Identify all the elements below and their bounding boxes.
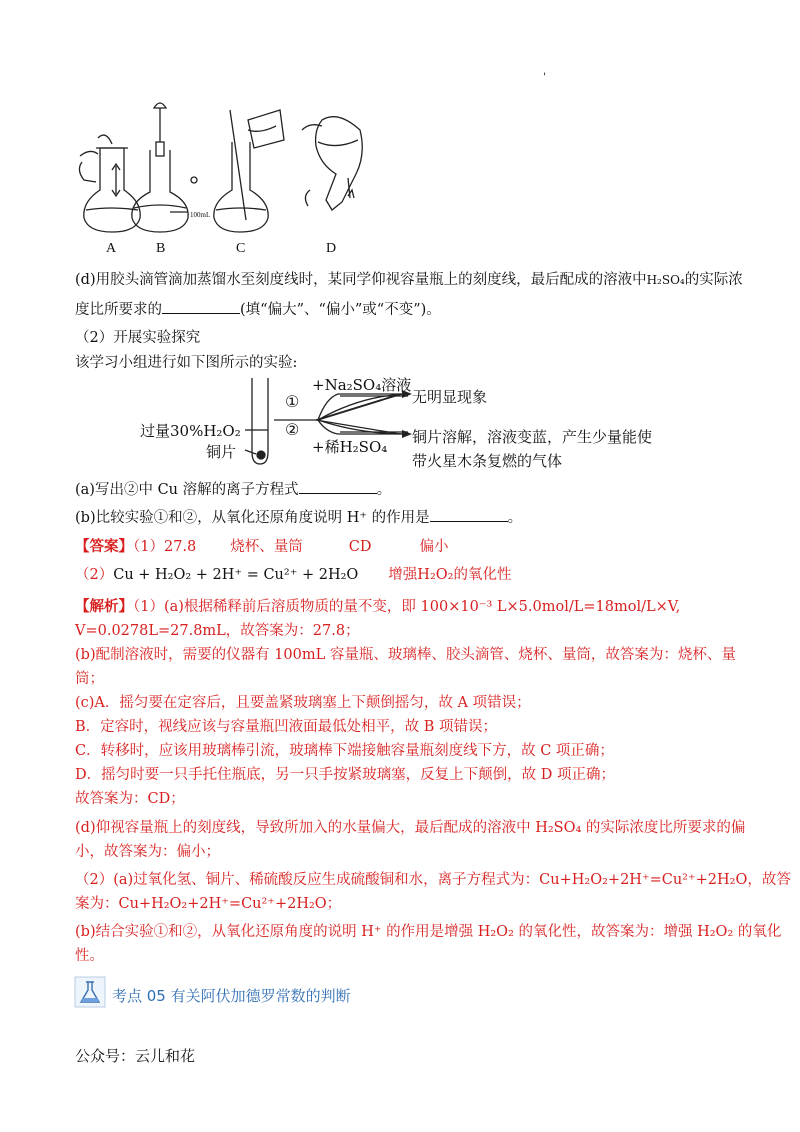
answer-blank-a[interactable]	[299, 481, 377, 494]
analysis-line-2: (b)配制溶液时，需要的仪器有 100mL 容量瓶、玻璃棒、胶头滴管、烧杯、量筒，故答案为：烧杯、量	[75, 647, 736, 663]
top-mark: '	[543, 72, 546, 83]
reagent-1: +Na₂SO₄溶液	[312, 376, 412, 394]
analysis-line-9: (d)仰视容量瓶上的刻度线，导致所加入的水量偏大，最后配成的溶液中 H₂SO₄ 的实际浓度比所要求的偏	[75, 820, 746, 836]
question-d-line2	[75, 300, 441, 320]
volume-mark: 100mL	[190, 211, 211, 219]
answer-2-prefix: （2）	[75, 567, 114, 583]
figure-label-b: B	[156, 241, 166, 255]
question-d-text: (d)用胶头滴管滴加蒸馏水至刻度线时，某同学仰视容量瓶上的刻度线，最后配成的溶液中	[75, 272, 647, 288]
analysis-line-0	[75, 597, 680, 617]
footer-account: 公众号：云儿和花	[75, 1047, 196, 1065]
answer-tag: 【答案】	[75, 538, 133, 555]
analysis-line-11: （2）(a)过氧化氢、铜片、稀硫酸反应生成硫酸铜和水，离子方程式为：Cu+H₂O₂+2H⁺=Cu²⁺+2H₂O，故答	[75, 872, 791, 888]
reagent-2: +稀H₂SO₄	[312, 438, 388, 456]
question-d-options: (填“偏大”、“偏小”或“不变”)。	[240, 302, 441, 318]
question-d-line2-start: 度比所要求的	[75, 302, 162, 318]
flask-icon	[74, 976, 106, 1008]
analysis-line-5: B．定容时，视线应该与容量瓶凹液面最低处相平，故 B 项错误；	[75, 719, 498, 735]
figure-label-d: D	[326, 241, 337, 255]
result-2-line1: 铜片溶解，溶液变蓝，产生少量能使	[412, 428, 653, 446]
analysis-line-3: 筒；	[75, 671, 104, 687]
analysis-line-7: D．摇匀时要一只手托住瓶底，另一只手按紧玻璃塞，反复上下颠倒，故 D 项正确；	[75, 767, 615, 783]
answer-1d: 偏小	[419, 539, 449, 555]
question-b	[75, 508, 522, 528]
answer-1b: 烧杯、量筒	[230, 539, 303, 555]
answer-1a: （1）27.8	[133, 539, 197, 555]
question-a	[75, 480, 391, 500]
section-heading: 考点 05 有关阿伏加德罗常数的判断	[112, 987, 351, 1005]
question-a-end: 。	[376, 482, 392, 498]
h2so4-formula: H₂SO₄	[646, 273, 685, 287]
answer-line1	[75, 537, 449, 557]
copper-label: 铜片	[206, 443, 237, 461]
answer-blank-d[interactable]	[162, 301, 240, 314]
analysis-line-10: 小，故答案为：偏小；	[75, 844, 220, 860]
question-b-end: 。	[507, 510, 523, 526]
analysis-line-6: C．转移时，应该用玻璃棒引流，玻璃棒下端接触容量瓶刻度线下方，故 C 项正确；	[75, 743, 614, 759]
analysis-line-12: 案为：Cu+H₂O₂+2H⁺=Cu²⁺+2H₂O；	[75, 896, 342, 912]
figure-label-c: C	[236, 241, 246, 255]
question-d-text-end: 的实际浓	[684, 272, 743, 288]
result-1: 无明显现象	[412, 388, 488, 406]
question-a-text: (a)写出②中 Cu 溶解的离子方程式	[75, 482, 299, 498]
analysis-line-4: (c)A．摇匀要在定容后，且要盖紧玻璃塞上下颠倒摇匀，故 A 项错误；	[75, 695, 531, 711]
analysis-line-8: 故答案为：CD；	[75, 791, 185, 807]
answer-2-equation: Cu + H₂O₂ + 2H⁺ = Cu²⁺ + 2H₂O	[113, 567, 359, 583]
q2-heading: （2）开展实验探究	[75, 330, 201, 346]
answer-line2	[75, 565, 511, 585]
analysis-line-14: 性。	[75, 948, 104, 964]
circle-1: ①	[285, 392, 300, 411]
result-2-line2: 带火星木条复燃的气体	[412, 452, 563, 470]
figure-label-a: A	[106, 241, 117, 255]
analysis-line-13: (b)结合实验①和②，从氧化还原角度的说明 H⁺ 的作用是增强 H₂O₂ 的氧化性，故答案为：增强 H₂O₂ 的氧化	[75, 924, 782, 940]
circle-2: ②	[285, 420, 300, 439]
analysis-line-1: V=0.0278L=27.8mL，故答案为：27.8；	[75, 623, 360, 639]
flask-procedure-figure	[70, 90, 400, 255]
answer-1c: CD	[348, 539, 372, 555]
reagent-h2o2-label: 过量30%H₂O₂	[140, 422, 241, 440]
question-d-line1	[75, 270, 743, 290]
question-b-text: (b)比较实验①和②，从氧化还原角度说明 H⁺ 的作用是	[75, 510, 430, 526]
answer-blank-b[interactable]	[430, 509, 508, 522]
analysis-tag: 【解析】	[75, 598, 133, 615]
analysis-text: （1）(a)根据稀释前后溶质物质的量不变，即 100×10⁻³ L×5.0mol/L=18mol/L×V,	[133, 599, 681, 615]
answer-2-note: 增强H₂O₂的氧化性	[388, 567, 512, 583]
q2-intro: 该学习小组进行如下图所示的实验:	[75, 355, 298, 371]
